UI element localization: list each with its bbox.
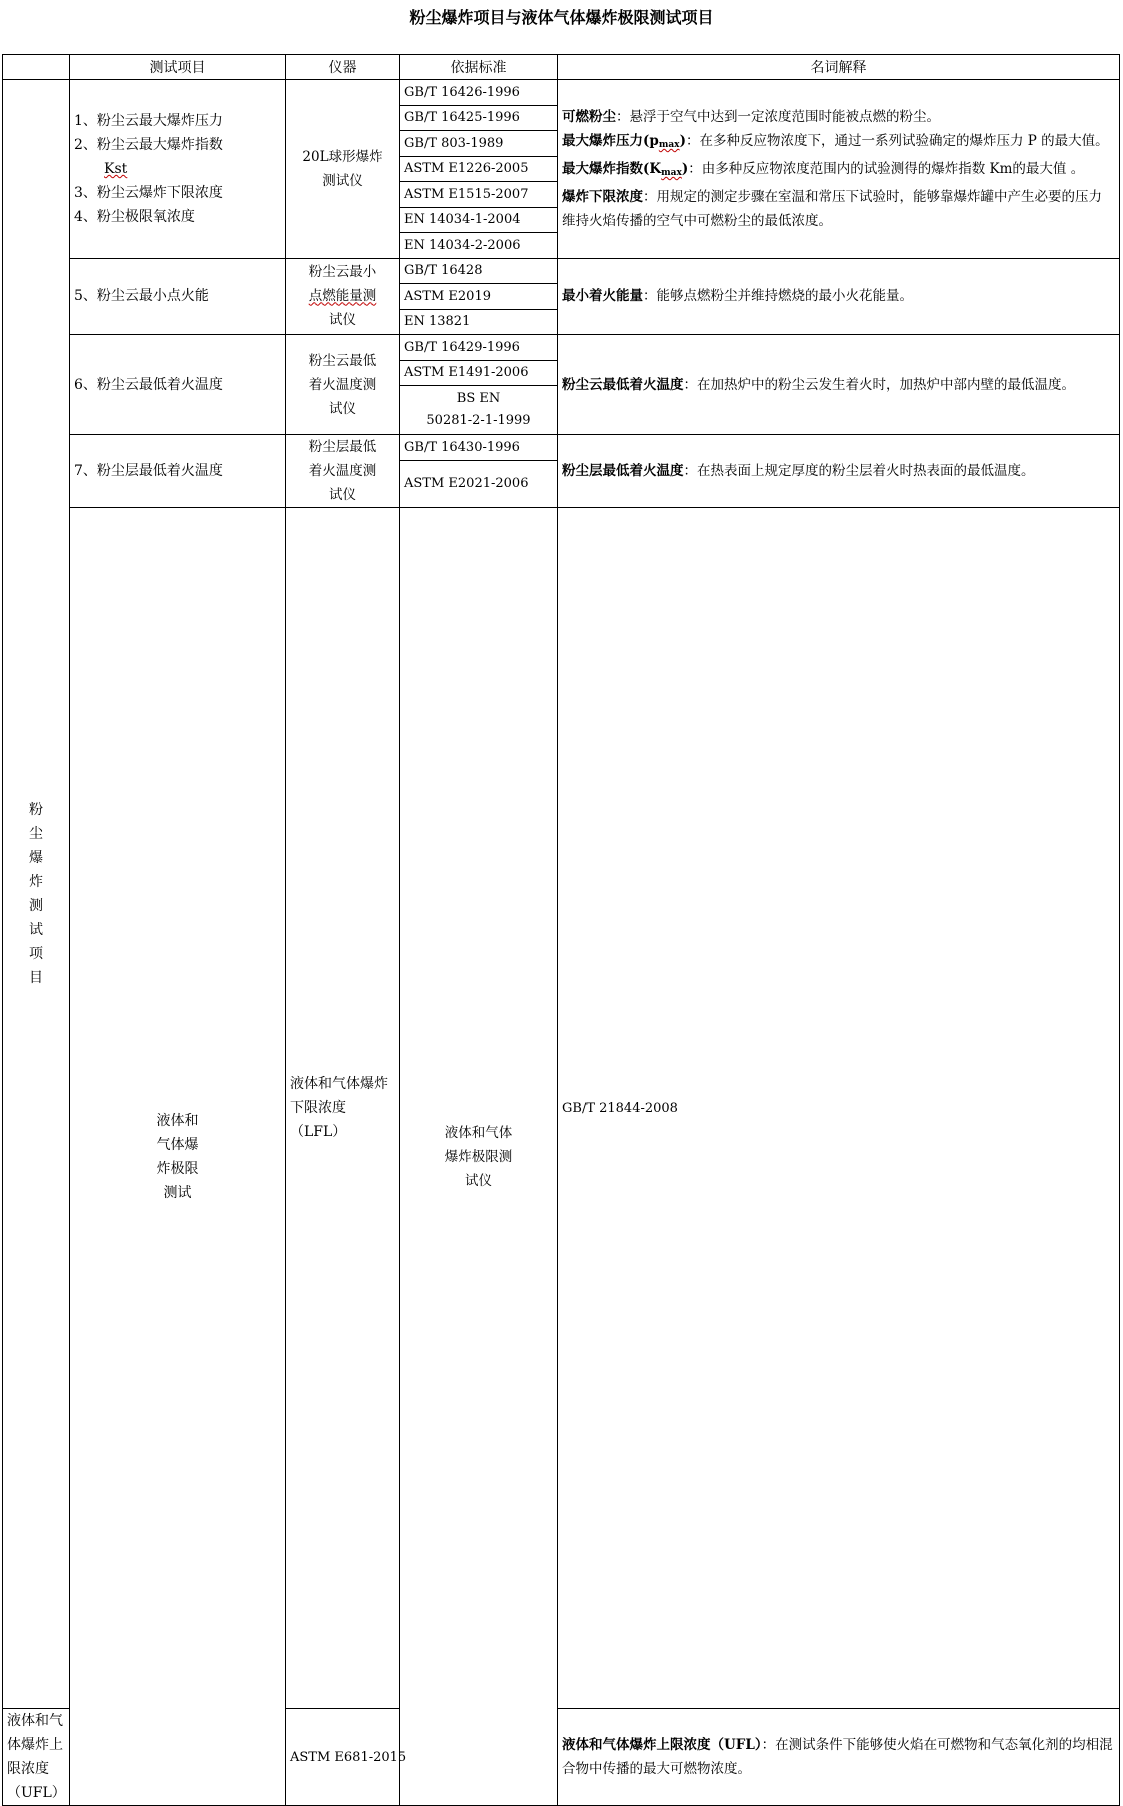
instrument-line: 测试仪 <box>322 172 363 189</box>
standard-cell: GB/T 803-1989 <box>400 131 558 157</box>
table-header-row <box>3 55 1120 80</box>
instrument-line: 试仪 <box>329 312 356 329</box>
instrument-line: 粉尘云最小 <box>308 264 377 281</box>
group4-instrument <box>286 435 400 508</box>
group2-instrument <box>286 258 400 335</box>
group3-instrument <box>286 335 400 435</box>
definition: 最大爆炸压力$(p_{max})$：在多种反应物浓度下，通过一系列试验确定的爆炸压力 P 的最大值。 <box>562 132 1109 150</box>
instrument-line: 液体和气体 <box>444 1124 513 1141</box>
header-instrument: 仪器 <box>286 55 400 80</box>
instrument-line: 试仪 <box>329 487 356 503</box>
category-char: 尘 <box>29 826 43 842</box>
standard-cell: GB/T 16430-1996 <box>400 435 558 461</box>
item-line: （UFL） <box>7 1785 66 1801</box>
category-line: 测试 <box>163 1184 192 1201</box>
instrument-line: 着火温度测 <box>308 463 377 479</box>
category-char: 试 <box>29 922 43 938</box>
category-char: 粉 <box>29 802 43 818</box>
definition: 可燃粉尘：悬浮于空气中达到一定浓度范围时能被点燃的粉尘。 <box>562 108 940 125</box>
group3-item: 6、粉尘云最低着火温度 <box>70 335 286 435</box>
test-item: Kst <box>104 160 128 177</box>
standard-cell: GB/T 21844-2008 <box>558 508 1120 1709</box>
group5-item-ufl <box>3 1709 70 1806</box>
table-row <box>3 435 1120 461</box>
standard-cell: ASTM E681-2015 <box>286 1709 400 1806</box>
standard-cell: GB/T 16429-1996 <box>400 335 558 361</box>
standard-cell: ASTM E2021-2006 <box>400 460 558 507</box>
instrument-line: 点燃能量测 <box>308 288 377 305</box>
category-line: 气体爆 <box>156 1136 199 1153</box>
test-item: 2、粉尘云最大爆炸指数 <box>74 136 223 153</box>
table-row <box>3 508 1120 1709</box>
instrument-line: 粉尘层最低 <box>308 439 377 455</box>
group1-items <box>70 80 286 259</box>
group2-item: 5、粉尘云最小点火能 <box>70 258 286 335</box>
category-char: 炸 <box>29 874 43 890</box>
category-line: 炸极限 <box>156 1160 199 1177</box>
standard-cell: ASTM E1515-2007 <box>400 182 558 208</box>
standard-cell <box>400 386 558 435</box>
category-char: 爆 <box>29 850 43 866</box>
definition: 最大爆炸指数$(K_{max})$：由多种反应物浓度范围内的试验测得的爆炸指数 Km的最大值 。 <box>562 160 1085 178</box>
definition: 爆炸下限浓度：用规定的测定步骤在室温和常压下试验时，能够靠爆炸罐中产生必要的压力维持火焰传播的空气中可燃粉尘的最低浓度。 <box>562 188 1102 229</box>
standard-cell: EN 14034-1-2004 <box>400 207 558 233</box>
group3-definition: 粉尘云最低着火温度：在加热炉中的粉尘云发生着火时，加热炉中部内壁的最低温度。 <box>558 335 1120 435</box>
category-char: 测 <box>29 898 43 914</box>
header-definition: 名词解释 <box>558 55 1120 80</box>
standard-cell: GB/T 16426-1996 <box>400 80 558 106</box>
page-title: 粉尘爆炸项目与液体气体爆炸极限测试项目 <box>409 8 714 27</box>
instrument-line: 20L球形爆炸 <box>302 148 383 165</box>
instrument-line: 粉尘云最低 <box>308 352 377 369</box>
group4-definition: 粉尘层最低着火温度：在热表面上规定厚度的粉尘层着火时热表面的最低温度。 <box>558 435 1120 508</box>
group2-definition: 最小着火能量：能够点燃粉尘并维持燃烧的最小火花能量。 <box>558 258 1120 335</box>
standard-cell: GB/T 16425-1996 <box>400 105 558 131</box>
instrument-line: 试仪 <box>329 400 356 417</box>
table-row <box>3 80 1120 106</box>
item-line: 液体和气体爆炸下限浓度 <box>290 1076 388 1116</box>
test-items-table <box>2 54 1120 1806</box>
group5-item-lfl <box>286 508 400 1709</box>
standard-cell: EN 13821 <box>400 309 558 335</box>
test-item: 1、粉尘云最大爆炸压力 <box>74 112 223 129</box>
category-char: 项 <box>29 946 43 962</box>
category-line: 液体和 <box>156 1112 199 1129</box>
table-row <box>3 258 1120 284</box>
test-item: 3、粉尘云爆炸下限浓度 <box>74 184 223 201</box>
standard-cell: ASTM E1491-2006 <box>400 360 558 386</box>
header-standard: 依据标准 <box>400 55 558 80</box>
standard-cell: GB/T 16428 <box>400 258 558 284</box>
group1-definitions <box>558 80 1120 259</box>
group4-item: 7、粉尘层最低着火温度 <box>70 435 286 508</box>
table-row <box>3 335 1120 361</box>
group1-instrument <box>286 80 400 259</box>
test-item: 4、粉尘极限氧浓度 <box>74 208 195 225</box>
item-line: 液体和气体爆炸上限浓度 <box>7 1713 63 1777</box>
instrument-line: 爆炸极限测 <box>444 1148 513 1165</box>
dust-category-cell <box>3 80 70 1709</box>
standard-line: BS EN <box>456 391 501 406</box>
standard-line: 50281-2-1-1999 <box>426 413 531 428</box>
header-category <box>3 55 70 80</box>
instrument-line: 着火温度测 <box>308 376 377 393</box>
liquid-category-cell <box>70 508 286 1806</box>
standard-cell: EN 14034-2-2006 <box>400 233 558 259</box>
group5-definition-ufl: 液体和气体爆炸上限浓度（UFL）：在测试条件下能够使火焰在可燃物和气态氧化剂的均相混合物中传播的最大可燃物浓度。 <box>558 1709 1120 1806</box>
item-line: （LFL） <box>290 1124 347 1140</box>
standard-cell: ASTM E1226-2005 <box>400 156 558 182</box>
instrument-line: 试仪 <box>465 1172 492 1189</box>
group5-instrument <box>400 508 558 1806</box>
category-char: 目 <box>29 970 43 986</box>
standard-cell: ASTM E2019 <box>400 284 558 310</box>
header-item: 测试项目 <box>70 55 286 80</box>
